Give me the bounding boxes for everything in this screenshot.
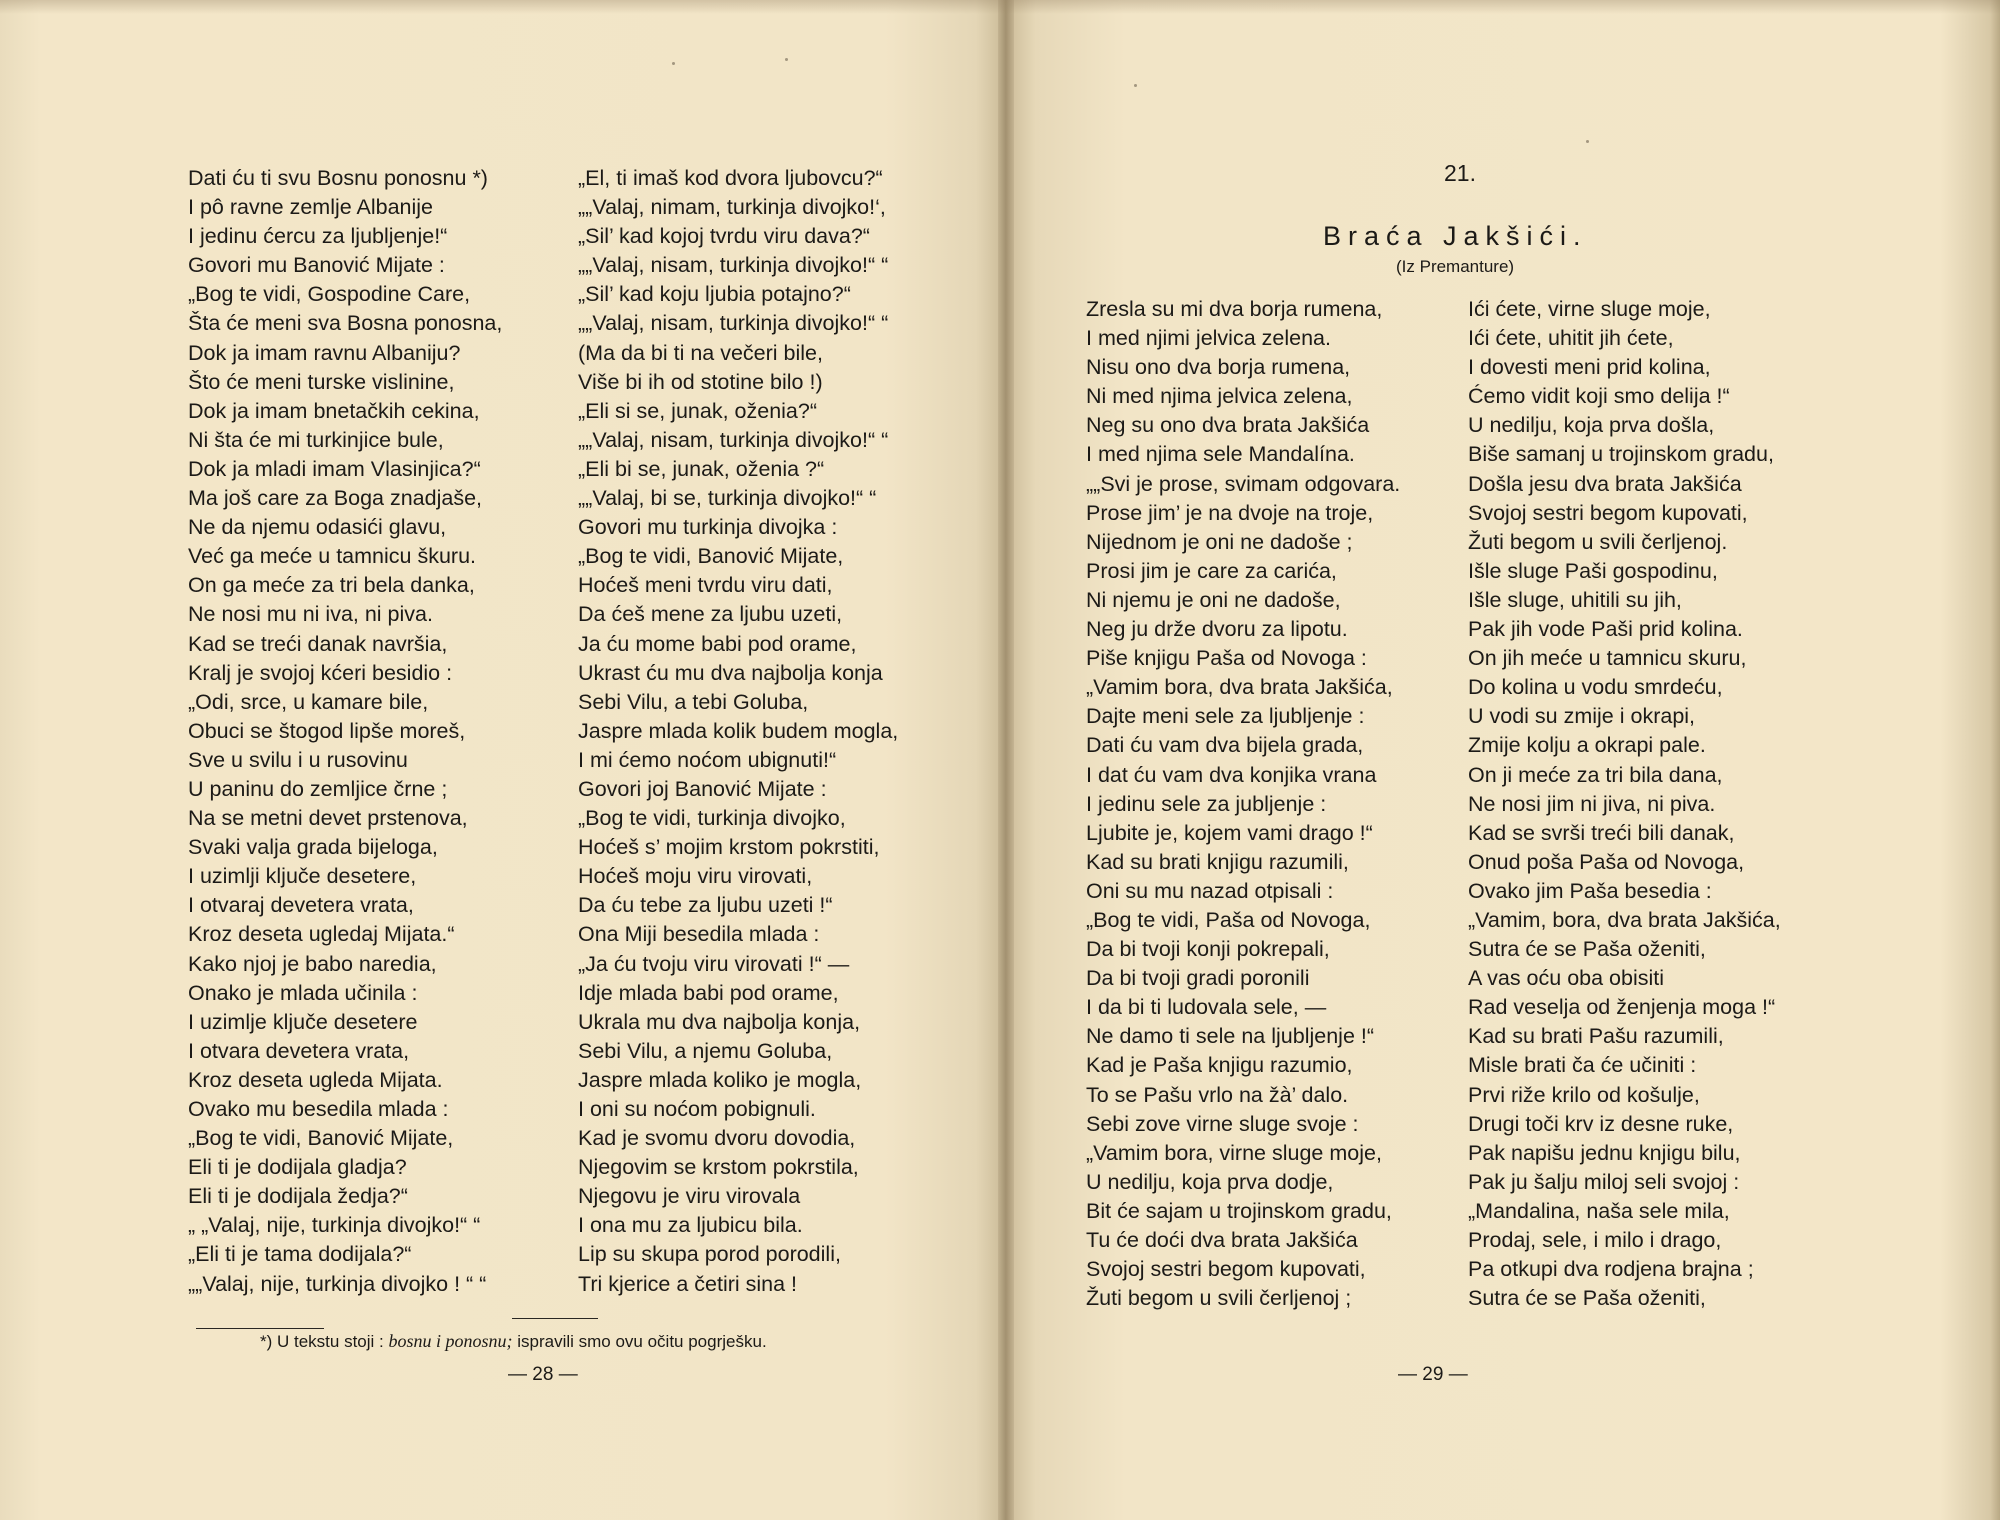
verse-end-rule	[512, 1318, 598, 1319]
verse-line: U nedilju, koja prva dodje,	[1086, 1169, 1334, 1194]
page-top-edge	[0, 0, 2000, 14]
verse-line: Tri kjerice a četiri sina !	[578, 1271, 798, 1296]
verse-line: „Mandalina, naša sele mila,	[1468, 1198, 1730, 1223]
verse-line: Prose jim’ je na dvoje na troje,	[1086, 500, 1374, 525]
verse-line: Sutra će se Paša oženiti,	[1468, 937, 1706, 962]
verse-line: Dok ja imam ravnu Albaniju?	[188, 340, 461, 365]
verse-line: Oni su mu nazad otpisali :	[1086, 878, 1334, 903]
verse-line: Kako njoj je babo naredia,	[188, 951, 437, 976]
right-page-column-2	[1468, 295, 1781, 1313]
verse-line: Obuci se štogod lipše moreš,	[188, 718, 466, 743]
verse-line: „Vamim bora, dva brata Jakšića,	[1086, 675, 1393, 700]
verse-line: Išle sluge Paši gospodinu,	[1468, 558, 1718, 583]
verse-line: Onako je mlada učinila :	[188, 980, 418, 1005]
verse-line: Ni med njima jelvica zelena,	[1086, 384, 1353, 409]
verse-line: Ne nosi jim ni jiva, ni piva.	[1468, 791, 1716, 816]
poem-number: 21.	[1444, 160, 1476, 186]
verse-line: Svaki valja grada bijeloga,	[188, 835, 438, 860]
verse-line: Bit će sajam u trojinskom gradu,	[1086, 1198, 1392, 1223]
verse-line: Ni šta će mi turkinjice bule,	[188, 427, 444, 452]
verse-line: Nisu ono dva borja rumena,	[1086, 355, 1351, 380]
verse-line: Svojoj sestri begom kupovati,	[1468, 500, 1748, 525]
verse-line: „„Valaj, nisam, turkinja divojko!“ “	[578, 427, 889, 452]
verse-line: Kroz deseta ugledaj Mijata.“	[188, 922, 455, 947]
verse-line: On ga meće za tri bela danka,	[188, 573, 475, 598]
verse-line: Rad veselja od ženjenja moga !“	[1468, 995, 1776, 1020]
verse-line: „„Valaj, nisam, turkinja divojko!“ “	[578, 311, 889, 336]
verse-line: „„Valaj, nisam, turkinja divojko!“ “	[578, 253, 889, 278]
page-number: — 28 —	[508, 1364, 578, 1385]
verse-line: Dok ja mladi imam Vlasinjica?“	[188, 456, 481, 481]
poem-subtitle: (Iz Premanture)	[1396, 257, 1515, 276]
verse-line: Pak jih vode Paši prid kolina.	[1468, 617, 1743, 642]
verse-line: Dajte meni sele za ljubljenje :	[1086, 704, 1365, 729]
paper-speck	[785, 58, 788, 61]
verse-line: Sve u svilu i u rusovinu	[188, 747, 408, 772]
verse-line: Jaspre mlada koliko je mogla,	[578, 1067, 862, 1092]
verse-line: Ukrast ću mu dva najbolja konja	[578, 660, 883, 685]
verse-line: A vas oću oba obisiti	[1468, 966, 1665, 991]
verse-line: Biše samanj u trojinskom gradu,	[1468, 442, 1774, 467]
verse-line: Ne damo ti sele na ljubljenje !“	[1086, 1024, 1375, 1049]
verse-line: I oni su noćom pobignuli.	[578, 1097, 816, 1121]
verse-line: Kad je Paša knjigu razumio,	[1086, 1053, 1353, 1078]
paper-speck	[1134, 84, 1137, 87]
verse-line: „Sil’ kad koju ljubia potajno?“	[578, 282, 851, 307]
verse-line: Eli ti je dodijala žedja?“	[188, 1184, 408, 1209]
verse-line: Više bi ih od stotine bilo !)	[578, 369, 823, 394]
verse-line: Ovako mu besedila mlada :	[188, 1097, 449, 1121]
page-number: — 29 —	[1398, 1364, 1468, 1385]
verse-line: „ „Valaj, nije, turkinja divojko!“ “	[188, 1213, 481, 1238]
left-page-column-1	[188, 164, 502, 1299]
verse-line: I da bi ti ludovala sele, —	[1086, 995, 1327, 1020]
verse-line: Neg ju drže dvoru za lipotu.	[1086, 617, 1348, 642]
verse-line: Govori joj Banović Mijate :	[578, 776, 827, 801]
verse-line: I dovesti meni prid kolina,	[1468, 355, 1711, 380]
verse-line: „Sil’ kad kojoj tvrdu viru dava?“	[578, 224, 870, 249]
verse-line: Eli ti je dodijala gladja?	[188, 1155, 407, 1180]
book-gutter	[998, 0, 1014, 1520]
verse-line: Hoćeš moju viru virovati,	[578, 864, 813, 889]
footnote-text-end: ispravili smo ovu očitu pogrješku.	[512, 1332, 767, 1351]
verse-line: Ići ćete, uhitit jih ćete,	[1468, 326, 1674, 351]
verse-line: „„Valaj, nije, turkinja divojko ! “ “	[188, 1271, 487, 1296]
verse-line: Da ću tebe za ljubu uzeti !“	[578, 893, 833, 918]
footnote	[260, 1330, 767, 1353]
verse-line: Jaspre mlada kolik budem mogla,	[578, 718, 899, 743]
verse-line: Pa otkupi dva rodjena brajna ;	[1468, 1257, 1754, 1282]
footnote-rule	[196, 1328, 324, 1329]
verse-line: Njegovim se krstom pokrstila,	[578, 1155, 859, 1180]
verse-line: Ići ćete, virne sluge moje,	[1468, 297, 1711, 321]
verse-line: Žuti begom u svili čerljenoj ;	[1086, 1286, 1352, 1311]
verse-line: Došla jesu dva brata Jakšića	[1468, 471, 1742, 496]
verse-line: I dat ću vam dva konjika vrana	[1086, 762, 1377, 787]
verse-line: Kad su brati Pašu razumili,	[1468, 1024, 1724, 1049]
poem-title: Braća Jakšići.	[1323, 221, 1588, 251]
verse-line: Kad se svrši treći bili danak,	[1468, 820, 1735, 845]
paper-speck	[672, 62, 675, 65]
verse-line: U nedilju, koja prva došla,	[1468, 413, 1715, 438]
verse-line: Da bi tvoji konji pokrepali,	[1086, 937, 1330, 962]
verse-line: „Bog te vidi, Gospodine Care,	[188, 282, 471, 307]
verse-line: Lip su skupa porod porodili,	[578, 1242, 841, 1267]
verse-line: Ne nosi mu ni iva, ni piva.	[188, 602, 433, 627]
verse-line: Kad je svomu dvoru dovodia,	[578, 1126, 856, 1151]
verse-line: To se Pašu vrlo na žà’ dalo.	[1086, 1082, 1349, 1107]
verse-line: Nijednom je oni ne dadoše ;	[1086, 529, 1353, 554]
verse-line: Do kolina u vodu smrdeću,	[1468, 675, 1723, 700]
verse-line: Da ćeš mene za ljubu uzeti,	[578, 602, 843, 627]
verse-line: Tu će doći dva brata Jakšića	[1086, 1228, 1358, 1252]
verse-line: On jih meće u tamnicu skuru,	[1468, 646, 1747, 671]
verse-line: Išle sluge, uhitili su jih,	[1468, 587, 1682, 612]
verse-line: On ji meće za tri bila dana,	[1468, 762, 1723, 787]
verse-line: Sebi Vilu, a njemu Goluba,	[578, 1038, 833, 1063]
verse-line: (Ma da bi ti na večeri bile,	[578, 340, 823, 365]
verse-line: Kralj je svojoj kćeri besidio :	[188, 660, 453, 685]
verse-line: I med njima sele Mandalína.	[1086, 442, 1355, 467]
verse-line: „Bog te vidi, turkinja divojko,	[578, 806, 846, 831]
verse-line: Svojoj sestri begom kupovati,	[1086, 1257, 1366, 1282]
verse-line: Prvi riže krilo od košulje,	[1468, 1082, 1700, 1107]
verse-line: Da bi tvoji gradi poronili	[1086, 966, 1310, 991]
verse-line: „Bog te vidi, Banović Mijate,	[188, 1126, 454, 1151]
verse-line: I pô ravne zemlje Albanije	[188, 195, 434, 220]
verse-line: Piše knjigu Paša od Novoga :	[1086, 646, 1367, 671]
verse-line: „Bog te vidi, Paša od Novoga,	[1086, 907, 1371, 932]
footnote-quoted-text: bosnu i ponosnu;	[388, 1331, 513, 1351]
verse-line: „„Svi je prose, svimam odgovara.	[1086, 471, 1401, 496]
verse-line: Što će meni turske vislinine,	[188, 369, 455, 394]
verse-line: „„Valaj, bi se, turkinja divojko!“ “	[578, 486, 877, 511]
paper-speck	[1586, 140, 1589, 143]
verse-line: Sebi zove virne sluge svoje :	[1086, 1111, 1359, 1136]
verse-line: Pak ju šalju miloj seli svojoj :	[1468, 1169, 1740, 1194]
verse-line: Onud poša Paša od Novoga,	[1468, 849, 1745, 874]
left-page-column-2	[578, 164, 898, 1299]
verse-line: Šta će meni sva Bosna ponosna,	[188, 311, 503, 336]
verse-line: Kroz deseta ugleda Mijata.	[188, 1067, 443, 1092]
verse-line: I uzimlje ključe desetere	[188, 1009, 418, 1034]
verse-line: „Odi, srce, u kamare bile,	[188, 689, 429, 714]
verse-line: „Ja ću tvoju viru virovati !“ —	[578, 951, 850, 976]
verse-line: I otvaraj devetera vrata,	[188, 893, 414, 918]
verse-line: Misle brati ča će učiniti :	[1468, 1053, 1697, 1078]
verse-line: „Vamim, bora, dva brata Jakšića,	[1468, 907, 1781, 932]
verse-line: Dati ću ti svu Bosnu ponosnu *)	[188, 166, 488, 190]
verse-line: I med njimi jelvica zelena.	[1086, 326, 1331, 351]
footnote-text: *) U tekstu stoji :	[260, 1332, 389, 1351]
verse-line: „Eli bi se, junak, oženia ?“	[578, 456, 825, 481]
verse-line: Ma još care za Boga znadjaše,	[188, 486, 482, 511]
verse-line: I jedinu ćercu za ljubljenje!“	[188, 224, 448, 249]
verse-line: Idje mlada babi pod orame,	[578, 980, 839, 1005]
verse-line: Zmije kolju a okrapi pale.	[1468, 733, 1706, 758]
verse-line: Prosi jim je care za carića,	[1086, 558, 1337, 583]
verse-line: U vodi su zmije i okrapi,	[1468, 704, 1696, 729]
verse-line: Ljubite je, kojem vami drago !“	[1086, 820, 1373, 845]
verse-line: I mi ćemo noćom ubignuti!“	[578, 747, 837, 772]
verse-line: Sutra će se Paša oženiti,	[1468, 1286, 1706, 1311]
verse-line: I jedinu sele za jubljenje :	[1086, 791, 1327, 816]
verse-line: Već ga meće u tamnicu škuru.	[188, 544, 477, 569]
verse-line: Hoćeš meni tvrdu viru dati,	[578, 573, 833, 598]
verse-line: Kad se treći danak navršia,	[188, 631, 448, 656]
verse-line: Govori mu Banović Mijate :	[188, 253, 445, 278]
verse-line: Neg su ono dva brata Jakšića	[1086, 413, 1370, 438]
verse-line: I ona mu za ljubicu bila.	[578, 1213, 803, 1238]
verse-line: „„Valaj, nimam, turkinja divojko!‘,	[578, 195, 886, 220]
verse-line: Ukrala mu dva najbolja konja,	[578, 1009, 861, 1034]
verse-line: Kad su brati knjigu razumili,	[1086, 849, 1349, 874]
verse-line: Žuti begom u svili čerljenoj.	[1468, 529, 1728, 554]
verse-line: Na se metni devet prstenova,	[188, 806, 468, 831]
verse-line: „Eli ti je tama dodijala?“	[188, 1242, 412, 1267]
verse-line: Sebi Vilu, a tebi Goluba,	[578, 689, 809, 714]
right-page-column-1	[1086, 295, 1400, 1313]
verse-line: U paninu do zemljice črne ;	[188, 776, 448, 801]
verse-line: Ćemo vidit koji smo delija !“	[1468, 384, 1730, 409]
verse-line: Dok ja imam bnetačkih cekina,	[188, 398, 480, 423]
verse-line: Zresla su mi dva borja rumena,	[1086, 297, 1383, 321]
verse-line: Pak napišu jednu knjigu bilu,	[1468, 1140, 1741, 1165]
verse-line: Govori mu turkinja divojka :	[578, 515, 838, 540]
verse-line: Drugi toči krv iz desne ruke,	[1468, 1111, 1734, 1136]
verse-line: Ni njemu je oni ne dadoše,	[1086, 587, 1341, 612]
verse-line: Ovako jim Paša besedia :	[1468, 878, 1712, 903]
verse-line: „Eli si se, junak, oženia?“	[578, 398, 817, 423]
verse-line: „Bog te vidi, Banović Mijate,	[578, 544, 844, 569]
verse-line: Prodaj, sele, i milo i drago,	[1468, 1228, 1722, 1252]
verse-line: Ne da njemu odasići glavu,	[188, 515, 447, 540]
verse-line: Dati ću vam dva bijela grada,	[1086, 733, 1364, 758]
verse-line: Ona Miji besedila mlada :	[578, 922, 820, 947]
verse-line: „Vamim bora, virne sluge moje,	[1086, 1140, 1382, 1165]
verse-line: Njegovu je viru virovala	[578, 1184, 801, 1209]
verse-line: Ja ću mome babi pod orame,	[578, 631, 857, 656]
verse-line: „El, ti imaš kod dvora ljubovcu?“	[578, 166, 883, 190]
verse-line: Hoćeš s’ mojim krstom pokrstiti,	[578, 835, 880, 860]
verse-line: I otvara devetera vrata,	[188, 1038, 410, 1063]
verse-line: I uzimlji ključe desetere,	[188, 864, 417, 889]
